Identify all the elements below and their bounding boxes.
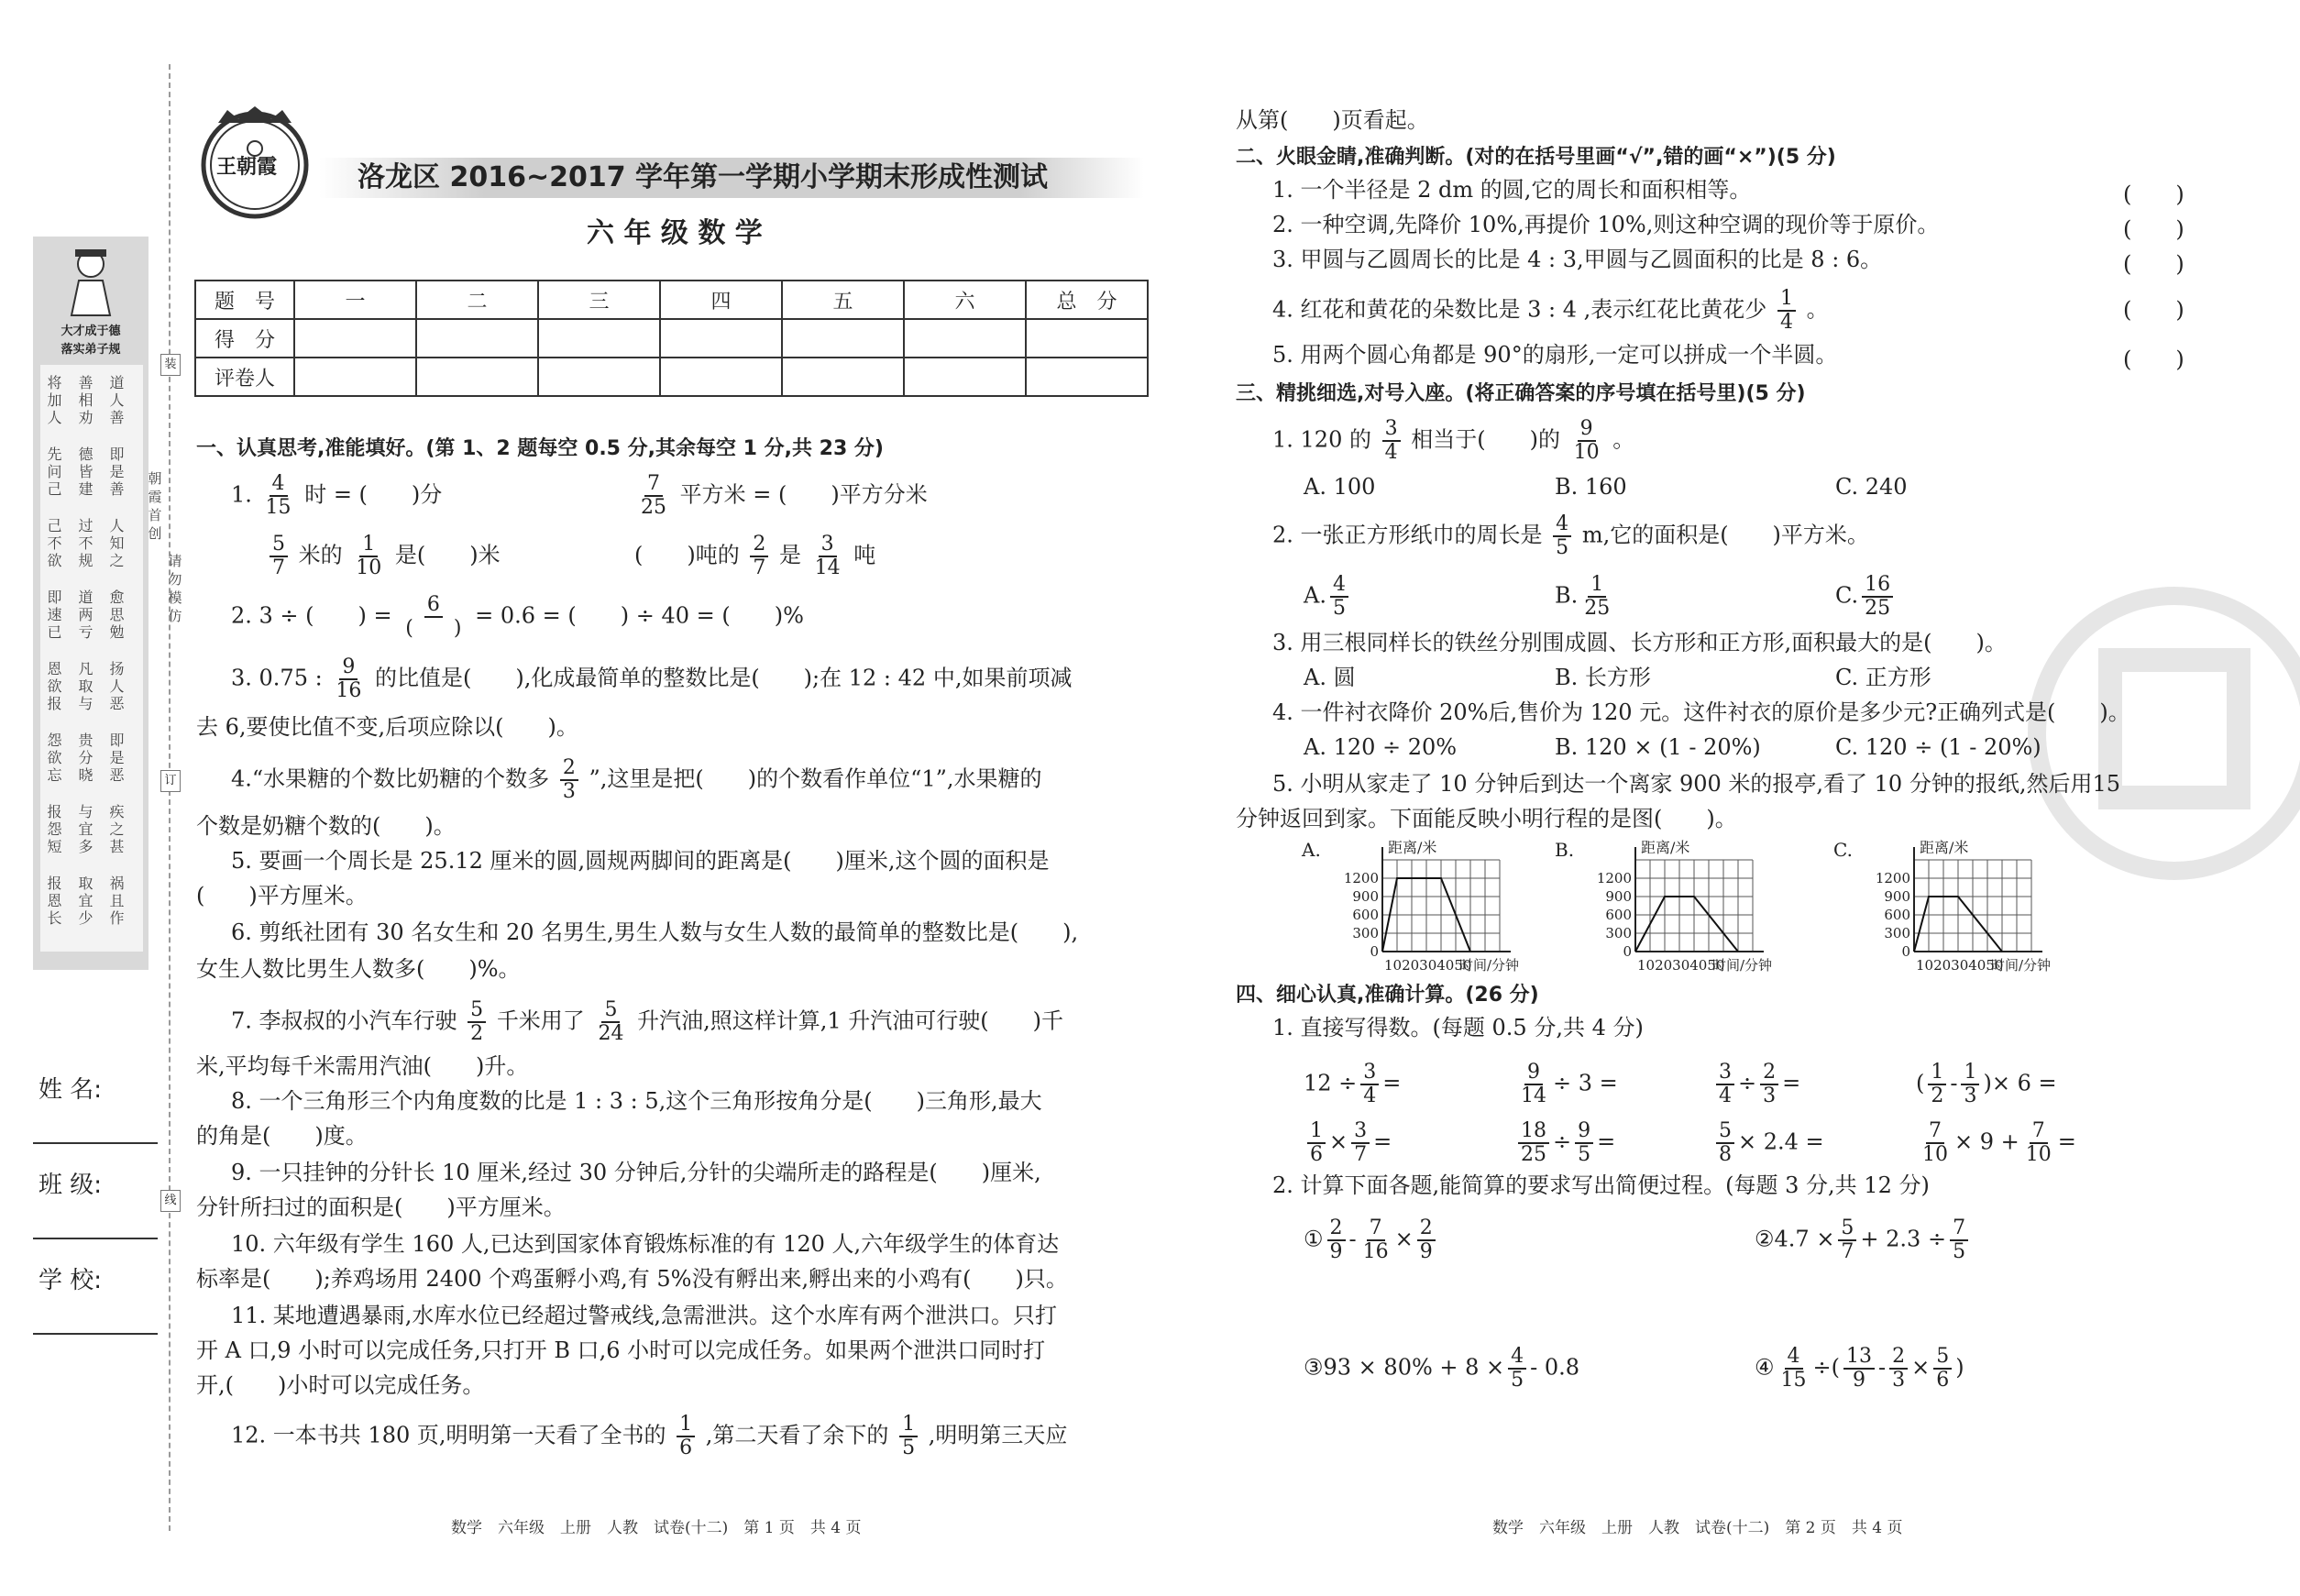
section-4-heading: 四、细心认真,准确计算。(26 分) <box>1236 984 1539 1007</box>
distance-time-chart-a[interactable] <box>1300 836 1575 974</box>
q8-line-2: 的角是( )度。 <box>196 1123 368 1149</box>
fraction: $\frac{5}{7}$ <box>270 534 288 579</box>
poem-column: 贵 分 晓 <box>78 732 94 784</box>
chart-option-label: B. <box>1555 839 1575 861</box>
name-line[interactable] <box>33 1142 158 1144</box>
poem-column: 怨 欲 忘 <box>47 732 62 784</box>
q4: 4.“水果糖的个数比奶糖的个数多 $\frac{2}{3}$ ”,这里是把( )的个数看作单位“1”,水果糖的 <box>231 756 1042 803</box>
sidebar-panel <box>33 237 149 970</box>
fraction: $\frac{4}{15}$ <box>265 472 292 519</box>
score-header-cell: 二 <box>416 281 538 319</box>
choice-2-option-b[interactable]: B. $\frac{1}{25}$ <box>1555 573 1611 620</box>
judge-3: 3. 甲圆与乙圆周长的比是 4 : 3,甲圆与乙圆面积的比是 8 : 6。 <box>1272 247 1883 272</box>
poem-column: 与 宜 多 <box>78 803 94 855</box>
score-header-row <box>195 281 1148 319</box>
fraction: $\frac{4}{5}$ <box>1553 513 1571 559</box>
q3-line-2: 去 6,要使比值不变,后项应除以( )。 <box>196 714 578 740</box>
section-1-heading: 一、认真思考,准能填好。(第 1、2 题每空 0.5 分,其余每空 1 分,共 23 分) <box>196 437 884 460</box>
calc-5: $\frac{1}{6}$ × $\frac{3}{7}$ = <box>1304 1120 1392 1166</box>
score-header-cell: 四 <box>660 281 782 319</box>
calc-3: $\frac{3}{4}$ ÷ $\frac{2}{3}$ = <box>1712 1062 1800 1107</box>
distance-time-chart-b[interactable] <box>1553 836 1828 974</box>
chart-series-line <box>1635 897 1738 952</box>
poem-column: 报 怨 短 <box>47 803 62 855</box>
calc-6: $\frac{18}{25}$ ÷ $\frac{9}{5}$ = <box>1514 1120 1615 1166</box>
judge-5: 5. 用两个圆心角都是 90°的扇形,一定可以拼成一个半圆。 <box>1272 342 1838 368</box>
chart-y-tick-label: 0 <box>1623 943 1632 960</box>
grader-row <box>195 358 1148 396</box>
q7: 7. 李叔叔的小汽车行驶 $\frac{5}{2}$ 千米用了 $\frac{5}{24}$ 升汽油,照这样计算,1 升汽油可行驶( )千 <box>231 998 1063 1045</box>
calc-1: 12 ÷ $\frac{3}{4}$ = <box>1304 1061 1402 1107</box>
grader-cell[interactable] <box>782 358 904 396</box>
score-cell[interactable] <box>416 319 538 358</box>
fraction: $\frac{1}{5}$ <box>899 1414 918 1459</box>
exam-subject: 六 年 级 数 学 <box>587 217 763 249</box>
right-footer: 数学 六年级 上册 人教 试卷(十二) 第 2 页 共 4 页 <box>1492 1519 1903 1537</box>
motto-line-2: 落实弟子规 <box>61 343 121 357</box>
q12: 12. 一本书共 180 页,明明第一天看了全书的 $\frac{1}{6}$ ,第二天看了余下的 $\frac{1}{5}$ ,明明第三天应 <box>231 1413 1068 1459</box>
chart-y-tick-label: 900 <box>1605 888 1632 905</box>
q3: 3. 0.75 : $\frac{9}{16}$ 的比值是( ),化成最简单的整数比是( );在 12 : 42 中,如果前项减 <box>231 655 1073 702</box>
choice-4-option-b[interactable]: B. 120 × (1 - 20%) <box>1555 734 1761 760</box>
grader-row-label: 评卷人 <box>195 358 294 396</box>
fraction: $\frac{3}{14}$ <box>814 533 841 579</box>
judge-1-answer[interactable]: ( ) <box>2123 182 2184 207</box>
q2: 2. 3 ÷ ( ) = $\frac{6}{( )}$ = 0.6 = ( ) ÷ 40 = ( )% <box>231 593 804 640</box>
school-line[interactable] <box>33 1333 158 1335</box>
side-text-column: 请 勿 模 仿 <box>168 553 182 624</box>
chart-y-tick-label: 600 <box>1884 907 1910 923</box>
score-cell[interactable] <box>660 319 782 358</box>
q9-line-2: 分针所扫过的面积是( )平方厘米。 <box>196 1194 566 1220</box>
fraction: $\frac{1}{6}$ <box>677 1414 695 1459</box>
simplify-4: ④ $\frac{4}{15}$ ÷( $\frac{13}{9}$ - $\frac{2}{3}$ × $\frac{5}{6}$ ) <box>1755 1345 1964 1392</box>
choice-1: 1. 120 的 $\frac{3}{4}$ 相当于( )的 $\frac{9}{10}$ 。 <box>1272 417 1635 464</box>
judge-3-answer[interactable]: ( ) <box>2123 251 2184 277</box>
choice-2-option-a[interactable]: A. $\frac{4}{5}$ <box>1304 574 1352 620</box>
grader-cell[interactable] <box>660 358 782 396</box>
fraction: $\frac{2}{3}$ <box>560 757 578 803</box>
brand-name: 王朝霞 <box>216 156 278 179</box>
fraction: $\frac{9}{10}$ <box>1573 417 1600 464</box>
chart-y-tick-label: 0 <box>1370 943 1379 960</box>
q1-row-2b: ( )吨的 $\frac{2}{7}$ 是 $\frac{3}{14}$ 吨 <box>634 533 876 579</box>
judge-4: 4. 红花和黄花的朵数比是 3 : 4 ,表示红花比黄花少 $\frac{1}{4}$ 。 <box>1272 287 1829 334</box>
score-cell[interactable] <box>294 319 416 358</box>
score-header-cell: 六 <box>904 281 1026 319</box>
binding-dashed-line <box>169 64 171 1531</box>
chart-y-tick-label: 1200 <box>1596 870 1632 886</box>
left-footer: 数学 六年级 上册 人教 试卷(十二) 第 1 页 共 4 页 <box>451 1519 862 1537</box>
score-row <box>195 319 1148 358</box>
chart-y-tick-label: 300 <box>1884 925 1910 941</box>
school-label: 学 校: <box>39 1267 103 1294</box>
grader-cell[interactable] <box>416 358 538 396</box>
poem-column: 扬 人 恶 <box>109 660 125 712</box>
section-3-heading: 三、精挑细选,对号入座。(将正确答案的序号填在括号里)(5 分) <box>1236 382 1806 405</box>
choice-2: 2. 一张正方形纸巾的周长是 $\frac{4}{5}$ m,它的面积是( )平方米。 <box>1272 512 1869 559</box>
q11-line-1: 11. 某地遭遇暴雨,水库水位已经超过警戒线,急需泄洪。这个水库有两个泄洪口。只打 <box>231 1303 1058 1328</box>
judge-1: 1. 一个半径是 2 dm 的圆,它的周长和面积相等。 <box>1272 177 1752 203</box>
q5-line-1: 5. 要画一个周长是 25.12 厘米的圆,圆规两脚间的距离是( )厘米,这个圆的面积是 <box>231 848 1050 874</box>
q9-line-1: 9. 一只挂钟的分针长 10 厘米,经过 30 分钟后,分针的尖端所走的路程是( )厘米, <box>231 1160 1041 1185</box>
chart-y-tick-label: 300 <box>1352 925 1379 941</box>
score-header-cell: 三 <box>538 281 660 319</box>
chart-y-tick-label: 900 <box>1352 888 1379 905</box>
poem-column: 取 宜 少 <box>78 875 94 927</box>
choice-4: 4. 一件衬衣降价 20%后,售价为 120 元。这件衬衣的原价是多少元?正确列式是( )。 <box>1272 699 2130 725</box>
distance-time-chart-c[interactable] <box>1832 836 2134 974</box>
q1-row-1b: $\frac{7}{25}$ 平方米 = ( )平方分米 <box>634 473 928 519</box>
score-header-cell: 一 <box>294 281 416 319</box>
choice-5-line-1: 5. 小明从家走了 10 分钟后到达一个离家 900 米的报亭,看了 10 分钟的报纸,然后用15 <box>1272 771 2120 797</box>
choice-2-option-c[interactable]: C. $\frac{16}{25}$ <box>1835 574 1897 620</box>
chart-y-tick-label: 600 <box>1605 907 1632 923</box>
fraction: $\frac{9}{16}$ <box>336 655 362 702</box>
chart-y-axis-label: 距离/米 <box>1388 839 1437 856</box>
fraction: $\frac{5}{24}$ <box>598 998 624 1045</box>
choice-1-option-b[interactable]: B. 160 <box>1555 474 1627 500</box>
calc-4: ( $\frac{1}{2}$ - $\frac{1}{3}$ )× 6 = <box>1916 1061 2057 1107</box>
simplify-2: ②4.7 × $\frac{5}{7}$ + 2.3 ÷ $\frac{7}{5}$ <box>1755 1217 1972 1263</box>
choice-3: 3. 用三根同样长的铁丝分别围成圆、长方形和正方形,面积最大的是( )。 <box>1272 630 2007 655</box>
score-header-cell: 题 号 <box>195 281 294 319</box>
chart-y-axis-label: 距离/米 <box>1641 839 1690 856</box>
poem-column: 人 知 之 <box>109 517 125 569</box>
grader-cell[interactable] <box>904 358 1026 396</box>
poem-column: 道 人 善 <box>109 374 125 426</box>
binding-mark-2: 订 <box>160 770 181 792</box>
calc-7: $\frac{5}{8}$ × 2.4 = <box>1712 1120 1824 1166</box>
choice-3-option-c[interactable]: C. 正方形 <box>1835 665 1931 690</box>
chart-x-axis-label: 时间/分钟 <box>1459 957 1520 974</box>
poem-column: 祸 且 作 <box>109 875 125 927</box>
score-header-cell: 总 分 <box>1026 281 1148 319</box>
q7-line-2: 米,平均每千米需用汽油( )升。 <box>196 1053 529 1079</box>
chart-y-tick-label: 1200 <box>1343 870 1379 886</box>
chart-x-tick-label: 1020304050 <box>1916 957 2004 974</box>
choice-3-option-b[interactable]: B. 长方形 <box>1555 665 1651 690</box>
chart-x-axis-label: 时间/分钟 <box>1991 957 2052 974</box>
poem-column: 即 速 已 <box>47 589 62 641</box>
poem-column: 先 问 己 <box>47 446 62 498</box>
score-table <box>194 280 1149 397</box>
fraction: $\frac{5}{2}$ <box>468 999 486 1045</box>
chart-y-tick-label: 1200 <box>1875 870 1910 886</box>
q10-line-1: 10. 六年级有学生 160 人,已达到国家体育锻炼标准的有 120 人,六年级学生的体育达 <box>231 1231 1060 1257</box>
grader-cell[interactable] <box>538 358 660 396</box>
poem-column: 凡 取 与 <box>78 660 94 712</box>
choice-4-option-a[interactable]: A. 120 ÷ 20% <box>1304 734 1458 760</box>
grader-cell[interactable] <box>1026 358 1148 396</box>
section-2-heading: 二、火眼金睛,准确判断。(对的在括号里画“√”,错的画“×”)(5 分) <box>1236 146 1836 169</box>
judge-5-answer[interactable]: ( ) <box>2123 347 2184 372</box>
simplify-1: ① $\frac{2}{9}$ - $\frac{7}{16}$ × $\frac{2}{9}$ <box>1304 1217 1439 1263</box>
judge-2: 2. 一种空调,先降价 10%,再提价 10%,则这种空调的现价等于原价。 <box>1272 212 1940 237</box>
chart-y-axis-label: 距离/米 <box>1920 839 1969 856</box>
q12-continued: 从第( )页看起。 <box>1236 107 1429 133</box>
name-label: 姓 名: <box>39 1076 103 1104</box>
binding-mark-3: 线 <box>160 1190 181 1212</box>
binding-mark-1: 装 <box>160 354 181 376</box>
poem-column: 即 是 善 <box>109 446 125 498</box>
judge-2-answer[interactable]: ( ) <box>2123 216 2184 242</box>
poem-column: 报 恩 长 <box>47 875 62 927</box>
poem-column: 己 不 欲 <box>47 517 62 569</box>
chart-y-tick-label: 300 <box>1605 925 1632 941</box>
q10-line-2: 标率是( );养鸡场用 2400 个鸡蛋孵小鸡,有 5%没有孵出来,孵出来的小鸡有( )只。 <box>196 1266 1068 1292</box>
calc-part-1-heading: 1. 直接写得数。(每题 0.5 分,共 4 分) <box>1272 1015 1644 1040</box>
fraction: $\frac{7}{25}$ <box>641 472 666 519</box>
motto-line-1: 大才成于德 <box>61 325 121 338</box>
score-cell[interactable] <box>1026 319 1148 358</box>
poem-column: 过 不 规 <box>78 517 94 569</box>
q4-line-2: 个数是奶糖个数的( )。 <box>196 813 456 839</box>
poem-column: 疾 之 甚 <box>109 803 125 855</box>
calc-part-2-heading: 2. 计算下面各题,能简算的要求写出简便过程。(每题 3 分,共 12 分) <box>1272 1172 1930 1198</box>
poem-column: 善 相 劝 <box>78 374 94 426</box>
score-cell[interactable] <box>904 319 1026 358</box>
choice-5-line-2: 分钟返回到家。下面能反映小明行程的是图( )。 <box>1236 806 1737 831</box>
choice-1-option-c[interactable]: C. 240 <box>1835 474 1908 500</box>
poem-column: 道 两 亏 <box>78 589 94 641</box>
chart-option-label: C. <box>1833 839 1853 861</box>
q8-line-1: 8. 一个三角形三个内角度数的比是 1 : 3 : 5,这个三角形按角分是( )三角形,最大 <box>231 1088 1042 1114</box>
chart-option-label: A. <box>1302 839 1321 861</box>
poem-column: 即 是 恶 <box>109 732 125 784</box>
dizigui-poem <box>40 365 143 952</box>
score-header-cell: 五 <box>782 281 904 319</box>
fraction: $\frac{3}{4}$ <box>1382 418 1401 464</box>
choice-1-option-a[interactable]: A. 100 <box>1304 474 1376 500</box>
scholar-figure-icon <box>59 244 123 317</box>
poem-column: 德 皆 建 <box>78 446 94 498</box>
q11-line-3: 开,( )小时可以完成任务。 <box>196 1372 485 1398</box>
judge-4-answer[interactable]: ( ) <box>2123 297 2184 323</box>
chart-y-tick-label: 600 <box>1352 907 1379 923</box>
q6-line-2: 女生人数比男生人数多( )%。 <box>196 956 521 982</box>
chart-x-tick-label: 1020304050 <box>1384 957 1472 974</box>
fraction: $\frac{1}{10}$ <box>356 533 382 579</box>
q1-row-2: $\frac{5}{7}$ 米的 $\frac{1}{10}$ 是( )米 <box>266 534 501 579</box>
poem-column: 愈 思 勉 <box>109 589 125 641</box>
chart-x-axis-label: 时间/分钟 <box>1712 957 1773 974</box>
score-row-label: 得 分 <box>195 319 294 358</box>
q11-line-2: 开 A 口,9 小时可以完成任务,只打开 B 口,6 小时可以完成任务。如果两个泄洪口同时打 <box>196 1337 1046 1363</box>
fraction: $\frac{6}{( )}$ <box>405 593 462 640</box>
grader-cell[interactable] <box>294 358 416 396</box>
q5-line-2: ( )平方厘米。 <box>196 883 368 908</box>
score-cell[interactable] <box>538 319 660 358</box>
choice-4-option-c[interactable]: C. 120 ÷ (1 - 20%) <box>1835 734 2041 760</box>
fraction: $\frac{2}{7}$ <box>750 534 768 579</box>
chart-y-tick-label: 0 <box>1901 943 1910 960</box>
poem-column: 将 加 人 <box>47 374 62 426</box>
fraction: $\frac{1}{4}$ <box>1777 288 1796 334</box>
class-label: 班 级: <box>39 1172 103 1199</box>
q1-row-1: 1. $\frac{4}{15}$ 时 = ( )分 <box>231 472 443 519</box>
chart-x-tick-label: 1020304050 <box>1637 957 1725 974</box>
simplify-3: ③93 × 80% + 8 × $\frac{4}{5}$ - 0.8 <box>1304 1345 1580 1392</box>
score-cell[interactable] <box>782 319 904 358</box>
chart-y-tick-label: 900 <box>1884 888 1910 905</box>
choice-3-option-a[interactable]: A. 圆 <box>1304 665 1356 690</box>
q6-line-1: 6. 剪纸社团有 30 名女生和 20 名男生,男生人数与女生人数的最简单的整数比是( ), <box>231 919 1079 945</box>
exam-title: 洛龙区 2016~2017 学年第一学期小学期末形成性测试 <box>358 161 1049 193</box>
class-line[interactable] <box>33 1238 158 1239</box>
poem-column: 恩 欲 报 <box>47 660 62 712</box>
side-text-column: 朝 霞 首 创 <box>148 470 162 542</box>
calc-2: $\frac{9}{14}$ ÷ 3 = <box>1521 1061 1618 1107</box>
calc-8: $\frac{7}{10}$ × 9 + $\frac{7}{10}$ = <box>1922 1119 2076 1166</box>
